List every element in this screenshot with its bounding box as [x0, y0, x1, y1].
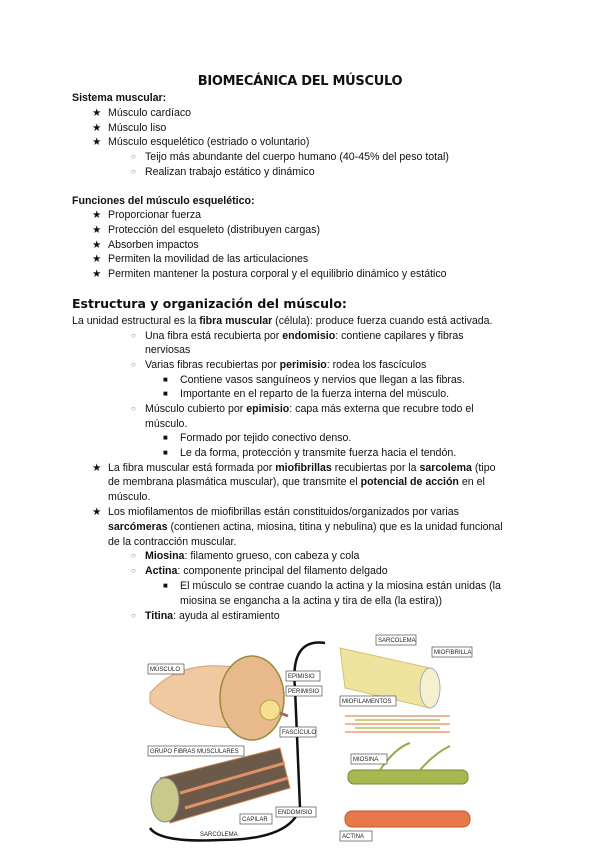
square-bullet-icon: ■: [163, 389, 168, 398]
square-bullet-icon: ■: [163, 448, 168, 457]
myosin-shape: [348, 770, 468, 784]
star-bullet-icon: ★: [92, 136, 102, 148]
list-item: La fibra muscular está formada por miofibrillas recubiertas por la sarcolema (tipo: [108, 462, 496, 474]
muscle-structure-illustration: [140, 628, 480, 846]
list-item: Teijo más abundante del cuerpo humano (40-45% del peso total): [145, 151, 449, 163]
label-perimisio: PERIMISIO: [288, 689, 320, 695]
label-miofibrilla: MIOFIBRILLA: [434, 650, 472, 656]
circle-bullet-icon: ○: [131, 611, 136, 620]
star-bullet-icon: ★: [92, 506, 102, 518]
list-item-cont: músculo.: [145, 418, 188, 430]
list-item: Músculo cardíaco: [108, 107, 192, 119]
list-item-cont: de la contracción muscular.: [108, 536, 237, 548]
section-heading: Estructura y organización del músculo:: [72, 296, 347, 311]
list-item: Formado por tejido conectivo denso.: [180, 432, 352, 444]
section-heading: Sistema muscular:: [72, 92, 167, 104]
list-item: Músculo cubierto por epimisio: capa más externa que recubre todo el: [145, 403, 474, 415]
paragraph: La unidad estructural es la fibra muscular (célula): produce fuerza cuando está activada.: [72, 315, 493, 327]
label-sarcolema-left: SARCOLEMA: [200, 832, 238, 838]
list-item: Titina: ayuda al estiramiento: [145, 610, 280, 622]
list-item: Importante en el reparto de la fuerza interna del músculo.: [180, 388, 450, 400]
label-epimisio: EPIMISIO: [288, 674, 315, 680]
list-item: Músculo liso: [108, 122, 167, 134]
list-item-cont: músculo.: [108, 491, 151, 503]
label-fasciculo: FASCÍCULO: [282, 730, 317, 736]
fiber-group-shape: [160, 748, 290, 823]
myofilaments-shape: [345, 716, 450, 732]
list-item: Una fibra está recubierta por endomisio: contiene capilares y fibras: [145, 330, 464, 342]
label-sarcolema: SARCOLEMA: [378, 638, 416, 644]
list-item: Los miofilamentos de miofibrillas están constituidos/organizados por varias: [108, 506, 459, 518]
list-item: Proporcionar fuerza: [108, 209, 202, 221]
star-bullet-icon: ★: [92, 122, 102, 134]
list-item: Permiten la movilidad de las articulaciones: [108, 253, 309, 265]
label-miofilamentos: MIOFILAMENTOS: [342, 699, 392, 705]
star-bullet-icon: ★: [92, 107, 102, 119]
page-title: BIOMECÁNICA DEL MÚSCULO: [197, 74, 403, 89]
label-capilar: CAPILAR: [242, 817, 268, 823]
circle-bullet-icon: ○: [131, 551, 136, 560]
circle-bullet-icon: ○: [131, 331, 136, 340]
star-bullet-icon: ★: [92, 224, 102, 236]
star-bullet-icon: ★: [92, 462, 102, 474]
label-miosina: MIOSINA: [353, 757, 379, 763]
star-bullet-icon: ★: [92, 209, 102, 221]
label-grupo-fibras: GRUPO FIBRAS MUSCULARES: [150, 749, 239, 755]
list-item: Le da forma, protección y transmite fuerza hacia el tendón.: [180, 447, 457, 459]
list-item: Permiten mantener la postura corporal y el equilibrio dinámico y estático: [108, 268, 447, 280]
star-bullet-icon: ★: [92, 253, 102, 265]
square-bullet-icon: ■: [163, 581, 168, 590]
circle-bullet-icon: ○: [131, 360, 136, 369]
actin-shape: [345, 811, 470, 827]
list-item-cont: de membrana plasmática muscular), que transmite el potencial de acción en el: [108, 476, 485, 488]
star-bullet-icon: ★: [92, 268, 102, 280]
list-item: Actina: componente principal del filamento delgado: [145, 565, 388, 577]
list-item: Miosina: filamento grueso, con cabeza y cola: [145, 550, 360, 562]
square-bullet-icon: ■: [163, 375, 168, 384]
label-musculo: MÚSCULO: [150, 667, 181, 673]
list-item-cont: sarcómeras (contienen actina, miosina, titina y nebulina) que es la unidad funcional: [108, 521, 503, 533]
star-bullet-icon: ★: [92, 239, 102, 251]
list-item: Realizan trabajo estático y dinámico: [145, 166, 315, 178]
circle-bullet-icon: ○: [131, 404, 136, 413]
list-item: Contiene vasos sanguíneos y nervios que llegan a las fibras.: [180, 374, 466, 386]
list-item: Músculo esquelético (estriado o voluntario): [108, 136, 310, 148]
list-item-cont: miosina se engancha a la actina y tira de ella (la estira)): [180, 595, 443, 607]
circle-bullet-icon: ○: [131, 566, 136, 575]
label-actina: ACTINA: [342, 834, 365, 840]
list-item: Protección del esqueleto (distribuyen cargas): [108, 224, 320, 236]
square-bullet-icon: ■: [163, 433, 168, 442]
list-item: Absorben impactos: [108, 239, 199, 251]
section-heading: Funciones del músculo esquelético:: [72, 195, 255, 207]
list-item: El músculo se contrae cuando la actina y la miosina están unidas (la: [180, 580, 501, 592]
circle-bullet-icon: ○: [131, 167, 136, 176]
list-item-cont: nerviosas: [145, 344, 191, 356]
label-endomisio: ENDOMISIO: [278, 810, 313, 816]
muscle-cross-section: [220, 656, 284, 740]
circle-bullet-icon: ○: [131, 152, 136, 161]
list-item: Varias fibras recubiertas por perimisio: rodea los fascículos: [145, 359, 427, 371]
